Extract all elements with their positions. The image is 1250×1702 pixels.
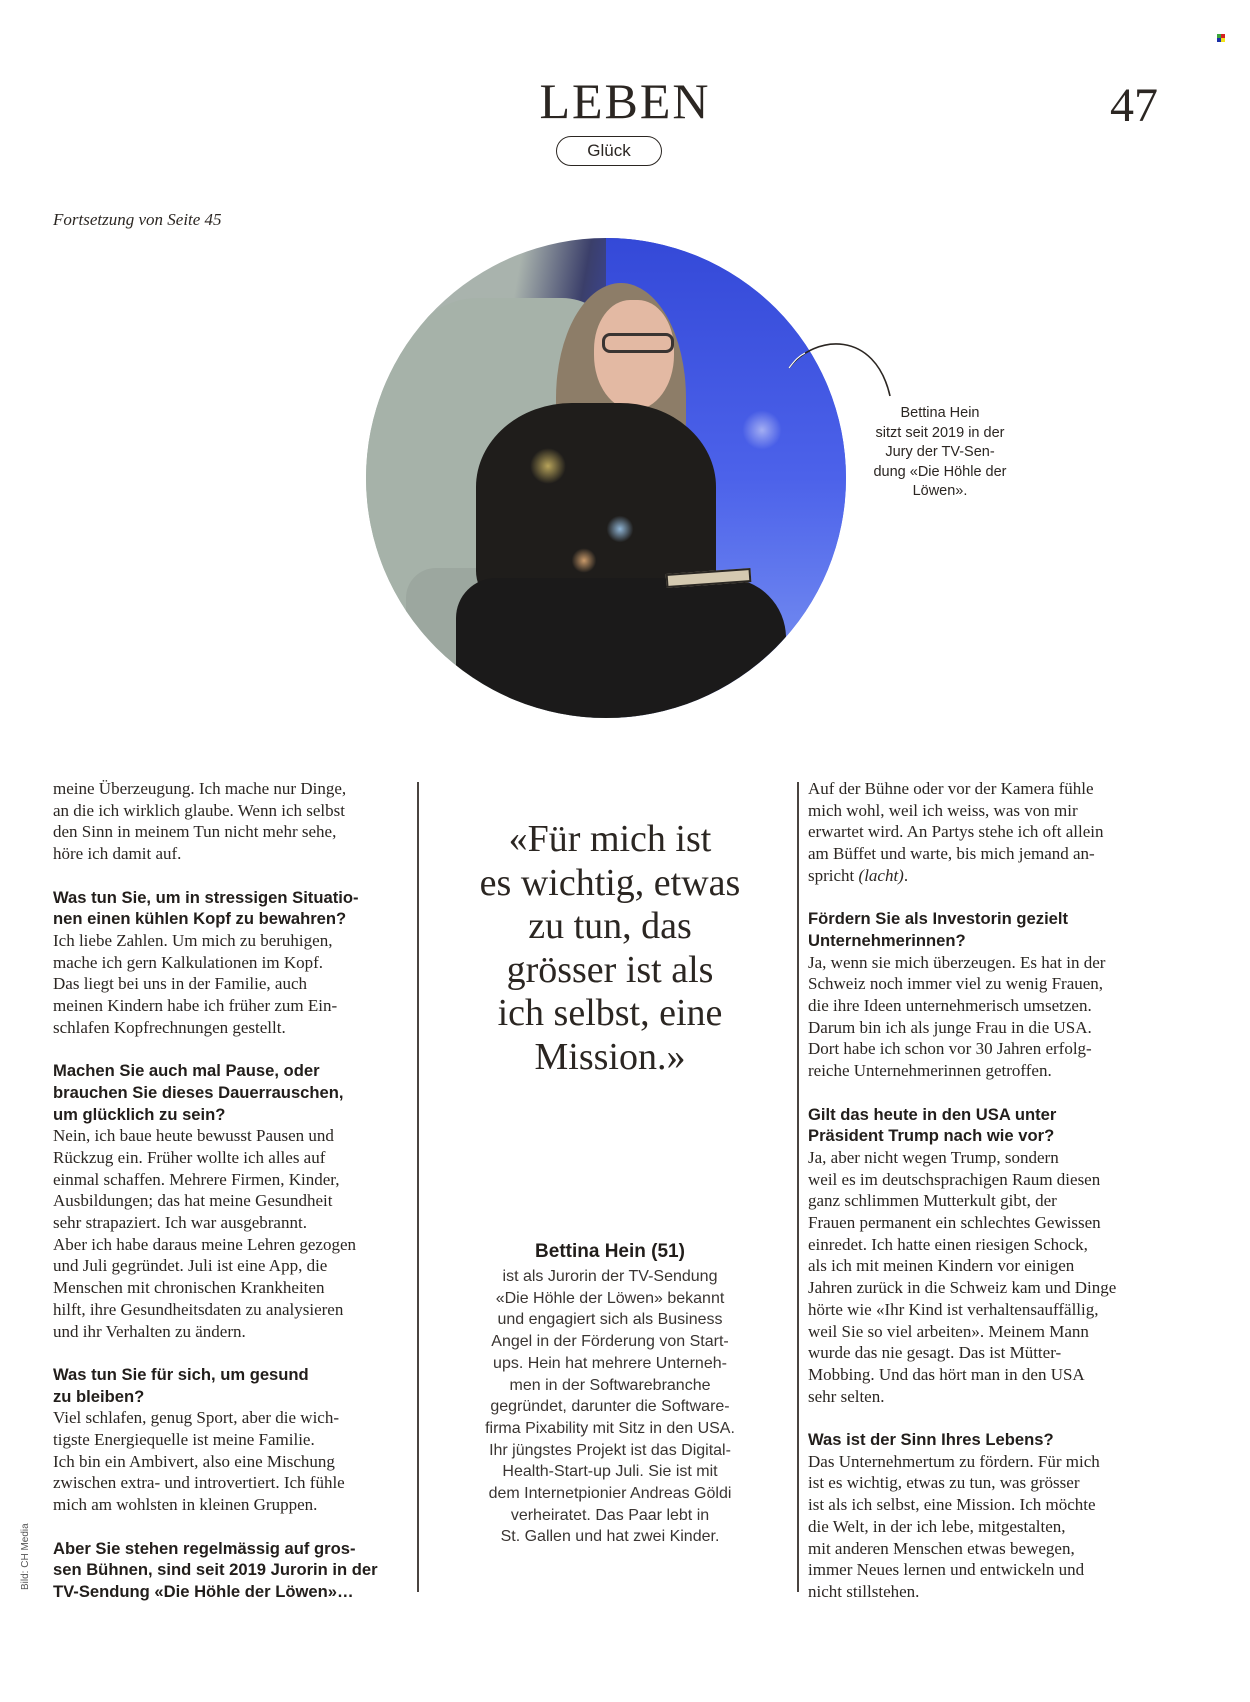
interview-answer <box>808 1147 1168 1407</box>
stage-direction: (lacht) <box>858 865 904 885</box>
column-divider <box>417 782 419 1592</box>
text-line: Jahren zurück in die Schweiz kam und Dinge <box>808 1278 1117 1298</box>
qa-block <box>53 887 405 1039</box>
bio-line: men in der Softwarebranche <box>509 1376 711 1394</box>
text-line: Viel schlafen, genug Sport, aber die wich- <box>53 1408 339 1428</box>
text-line: nicht stillstehen. <box>808 1581 920 1601</box>
text-line: immer Neues lernen und entwickeln und <box>808 1560 1085 1580</box>
text-line: einmal schaffen. Mehrere Firmen, Kinder, <box>53 1169 340 1189</box>
text-line: erwartet wird. An Partys stehe ich oft allein <box>808 822 1104 842</box>
photo-caption <box>850 404 1030 502</box>
bio-name: Bettina Hein (51) <box>535 1241 685 1262</box>
text-line: als ich mit meinen Kindern vor einigen <box>808 1256 1075 1276</box>
text-line: hörte wie «Ihr Kind ist verhaltensauffällig, <box>808 1299 1099 1319</box>
bio-line: «Die Höhle der Löwen» bekannt <box>495 1289 725 1307</box>
text-line: schlafen Kopfrechnungen gestellt. <box>53 1017 286 1037</box>
interview-answer <box>53 1407 405 1516</box>
interview-question <box>808 908 1168 951</box>
interview-question <box>808 1429 1168 1451</box>
text-line: Präsident Trump nach wie vor? <box>808 1126 1055 1146</box>
text-line: Schweiz noch immer viel zu wenig Frauen, <box>808 974 1104 994</box>
caption-line: Löwen». <box>912 483 968 499</box>
text-line: zu bleiben? <box>53 1386 145 1406</box>
continuation-note: Fortsetzung von Seite 45 <box>53 210 222 229</box>
interview-question <box>53 1538 405 1603</box>
text-line: mache ich gern Kalkulationen im Kopf. <box>53 952 324 972</box>
text-span: . <box>903 865 909 885</box>
qa-block <box>808 1429 1168 1603</box>
text-line: um glücklich zu sein? <box>53 1104 226 1124</box>
quote-line: grösser ist als <box>506 948 714 991</box>
text-line: brauchen Sie dieses Dauerrauschen, <box>53 1082 344 1102</box>
interview-question <box>53 1364 405 1407</box>
text-line: Ich bin ein Ambivert, also eine Mischung <box>53 1451 335 1471</box>
interview-answer <box>808 1451 1168 1603</box>
caption-line: dung «Die Höhle der <box>873 463 1007 480</box>
text-line: am Büffet und warte, bis mich jemand an- <box>808 844 1095 864</box>
qa-block <box>53 1060 405 1342</box>
bio-line: firma Pixability mit Sitz in den USA. <box>485 1419 735 1437</box>
text-line: TV-Sendung «Die Höhle der Löwen»… <box>53 1581 354 1601</box>
person-face <box>594 300 674 410</box>
interview-question <box>53 1060 405 1125</box>
pull-quote <box>430 818 790 1079</box>
text-line: ganz schlimmen Mutterkult gibt, der <box>808 1191 1057 1211</box>
text-line: Frauen permanent ein schlechtes Gewissen <box>808 1213 1101 1233</box>
bio-line: dem Internetpionier Andreas Göldi <box>488 1485 732 1503</box>
text-line: Gilt das heute in den USA unter <box>808 1104 1057 1124</box>
text-line: mich wohl, weil ich weiss, was von mir <box>808 800 1078 820</box>
text-line <box>808 865 1168 887</box>
bio-line: Angel in der Förderung von Start- <box>491 1333 729 1351</box>
text-line: reiche Unternehmerinnen getroffen. <box>808 1061 1052 1081</box>
text-line: an die ich wirklich glaube. Wenn ich selbst <box>53 800 345 820</box>
text-line: Machen Sie auch mal Pause, oder <box>53 1061 320 1081</box>
text-line: Was tun Sie, um in stressigen Situatio- <box>53 887 359 907</box>
text-line: Menschen mit chronischen Krankheiten <box>53 1278 325 1298</box>
text-line: Dort habe ich schon vor 30 Jahren erfolg- <box>808 1039 1092 1059</box>
text-line: Was tun Sie für sich, um gesund <box>53 1364 309 1384</box>
interview-question <box>53 887 405 930</box>
caption-pointer-icon <box>785 338 895 398</box>
text-line: mich am wohlsten in kleinen Gruppen. <box>53 1495 318 1515</box>
text-line: Ja, wenn sie mich überzeugen. Es hat in der <box>808 952 1106 972</box>
quote-line: ich selbst, eine <box>497 992 723 1034</box>
text-line: und Juli gegründet. Juli ist eine App, die <box>53 1256 328 1276</box>
quote-line: Mission.» <box>534 1035 686 1078</box>
black-trousers <box>456 578 786 718</box>
interview-answer <box>53 1125 405 1342</box>
page-number: 47 <box>1110 79 1158 132</box>
text-line: mit anderen Menschen etwas bewegen, <box>808 1538 1075 1558</box>
bio-line: ups. Hein hat mehrere Unterneh- <box>493 1354 727 1372</box>
interview-answer <box>808 952 1168 1082</box>
bio-line: St. Gallen und hat zwei Kinder. <box>500 1528 720 1546</box>
text-line: Nein, ich baue heute bewusst Pausen und <box>53 1126 334 1146</box>
text-line: Aber Sie stehen regelmässig auf gros- <box>53 1538 356 1558</box>
text-line: sehr selten. <box>808 1386 885 1406</box>
text-line: und ihr Verhalten zu ändern. <box>53 1321 246 1341</box>
portrait-photo <box>366 238 846 718</box>
text-line: ist es wichtig, etwas zu tun, was grösser <box>808 1473 1080 1493</box>
bio-line: und engagiert sich als Business <box>497 1311 723 1329</box>
text-line: Unternehmerinnen? <box>808 930 966 950</box>
text-line: Fördern Sie als Investorin gezielt <box>808 909 1069 929</box>
text-line: ist als ich selbst, eine Mission. Ich möchte <box>808 1495 1096 1515</box>
text-line: Das liegt bei uns in der Familie, auch <box>53 974 307 994</box>
bio-box <box>440 1240 780 1548</box>
intro-paragraph <box>53 778 405 865</box>
text-line: meinen Kindern habe ich früher zum Ein- <box>53 996 338 1016</box>
bio-line: gegründet, darunter die Software- <box>490 1398 730 1416</box>
quote-line: zu tun, das <box>528 905 692 947</box>
qa-block <box>53 1364 405 1516</box>
text-line: Mobbing. Und das hört man in den USA <box>808 1364 1085 1384</box>
interview-question <box>808 1104 1168 1147</box>
interview-answer <box>53 930 405 1039</box>
intro-paragraph <box>808 778 1168 887</box>
qa-block <box>808 1104 1168 1408</box>
caption-line: Jury der TV-Sen- <box>885 444 995 460</box>
text-line: tigste Energiequelle ist meine Familie. <box>53 1430 315 1450</box>
print-registration-mark <box>1217 34 1225 42</box>
column-divider <box>797 782 799 1592</box>
qa-block <box>53 1538 405 1603</box>
text-span: spricht <box>808 865 859 885</box>
section-title: LEBEN <box>539 73 711 129</box>
text-line: den Sinn in meinem Tun nicht mehr sehe, <box>53 822 337 842</box>
right-column <box>808 778 1168 1624</box>
text-line: meine Überzeugung. Ich mache nur Dinge, <box>53 779 347 798</box>
text-line: Auf der Bühne oder vor der Kamera fühle <box>808 779 1094 798</box>
text-line: höre ich damit auf. <box>53 844 182 864</box>
text-line: Ich liebe Zahlen. Um mich zu beruhigen, <box>53 930 333 950</box>
section-tag: Glück <box>556 136 662 166</box>
glasses <box>602 333 674 353</box>
text-line: einredet. Ich hatte einen riesigen Schock, <box>808 1234 1088 1254</box>
text-line: weil Sie so viel arbeiten». Meinem Mann <box>808 1321 1089 1341</box>
text-line: Darum bin ich als junge Frau in die USA. <box>808 1017 1092 1037</box>
text-line: hilft, ihre Gesundheitsdaten zu analysieren <box>53 1299 344 1319</box>
text-line: Ausbildungen; das hat meine Gesundheit <box>53 1191 333 1211</box>
quote-line: «Für mich ist <box>508 818 712 860</box>
text-line: die Welt, in der ich lebe, mitgestalten, <box>808 1516 1066 1536</box>
text-line: Rückzug ein. Früher wollte ich alles auf <box>53 1147 326 1167</box>
bio-line: ist als Jurorin der TV-Sendung <box>502 1268 718 1285</box>
left-column <box>53 778 405 1624</box>
caption-line: Bettina Hein <box>900 405 980 421</box>
bio-line: verheiratet. Das Paar lebt in <box>510 1506 710 1524</box>
quote-line: es wichtig, etwas <box>479 861 741 904</box>
bio-line: Health-Start-up Juli. Sie ist mit <box>502 1463 718 1481</box>
bio-line: Ihr jüngstes Projekt ist das Digital- <box>489 1441 731 1459</box>
text-line: Aber ich habe daraus meine Lehren gezogen <box>53 1234 357 1254</box>
photo-credit: Bild: CH Media <box>20 1523 31 1590</box>
text-line: zwischen extra- und introvertiert. Ich fühle <box>53 1473 345 1493</box>
text-line: die ihre Ideen unternehmerisch umsetzen. <box>808 996 1092 1016</box>
text-line: nen einen kühlen Kopf zu bewahren? <box>53 909 347 929</box>
text-line: weil es im deutschsprachigen Raum diesen <box>808 1169 1101 1189</box>
text-line: Das Unternehmertum zu fördern. Für mich <box>808 1451 1100 1471</box>
qa-block <box>808 908 1168 1082</box>
text-line: Was ist der Sinn Ihres Lebens? <box>808 1430 1054 1450</box>
text-line: wurde das nie gesagt. Das ist Mütter- <box>808 1343 1062 1363</box>
caption-line: sitzt seit 2019 in der <box>875 424 1005 441</box>
text-line: sehr strapaziert. Ich war ausgebrannt. <box>53 1213 307 1233</box>
text-line: Ja, aber nicht wegen Trump, sondern <box>808 1147 1059 1167</box>
text-line: sen Bühnen, sind seit 2019 Jurorin in der <box>53 1560 378 1580</box>
